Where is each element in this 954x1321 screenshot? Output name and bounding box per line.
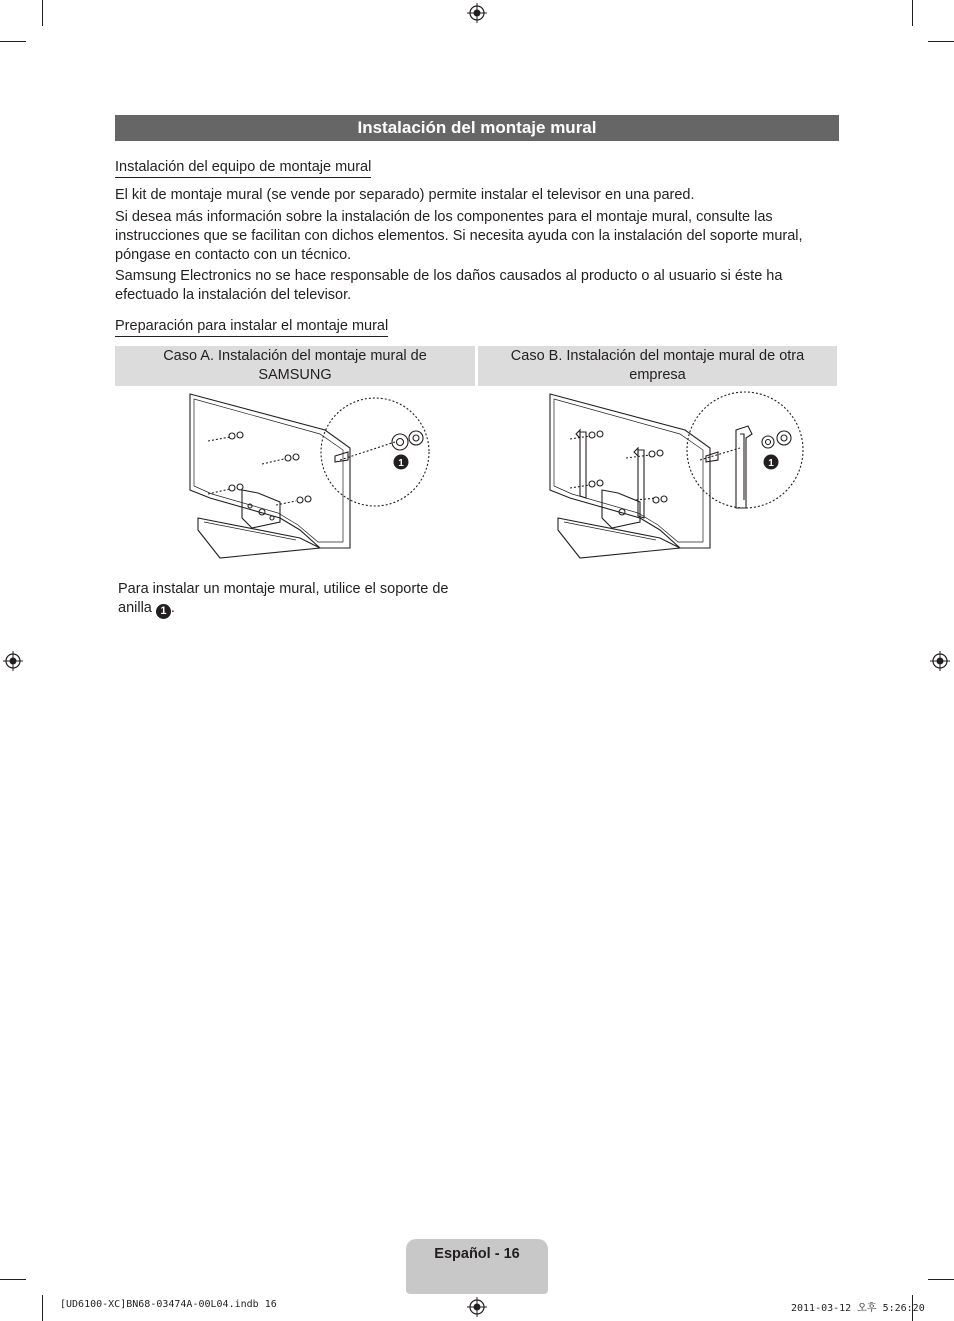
crop-mark [0,1279,26,1280]
callout-number: 1 [768,458,774,469]
crop-mark [928,1279,954,1280]
caption-text: Para instalar un montaje mural, utilice el soporte de anilla [118,581,449,616]
crop-mark [0,41,26,42]
section-title: Instalación del montaje mural [115,115,839,141]
crop-mark [912,0,913,26]
registration-mark-icon [3,651,23,671]
crop-mark [42,1295,43,1321]
crop-mark [42,0,43,26]
paragraph: Samsung Electronics no se hace responsable de los daños causados al producto o al usuario si éste ha efectuado la instalación del televisor. [115,268,783,303]
subsection-heading: Instalación del equipo de montaje mural [115,159,371,178]
registration-mark-icon [467,3,487,23]
callout-marker: 1 [156,604,171,619]
case-a-tv-illustration [180,390,450,565]
paragraph: El kit de montaje mural (se vende por separado) permite instalar el televisor en una pared. [115,187,695,203]
subsection-heading: Preparación para instalar el montaje mural [115,318,388,337]
crop-mark [928,41,954,42]
registration-mark-icon [930,651,950,671]
case-b-header: Caso B. Instalación del montaje mural de otra empresa [478,346,837,386]
print-slug-file: [UD6100-XC]BN68-03474A-00L04.indb 16 [60,1299,277,1310]
print-slug-date: 2011-03-12 오후 5:26:20 [791,1303,925,1314]
figure-caption [118,580,463,619]
paragraph: Si desea más información sobre la instalación de los componentes para el montaje mural, consulte las instrucciones que se facilitan con dichos elementos. Si necesita ayuda con la instalación del soporte mural, póngase en contacto con un técnico. [115,209,803,263]
registration-mark-icon [467,1297,487,1317]
caption-end: . [170,600,175,616]
case-b-tv-illustration [540,390,810,565]
page-number: Español - 16 [434,1246,520,1262]
case-a-header: Caso A. Instalación del montaje mural de SAMSUNG [115,346,475,386]
callout-number: 1 [398,458,404,469]
